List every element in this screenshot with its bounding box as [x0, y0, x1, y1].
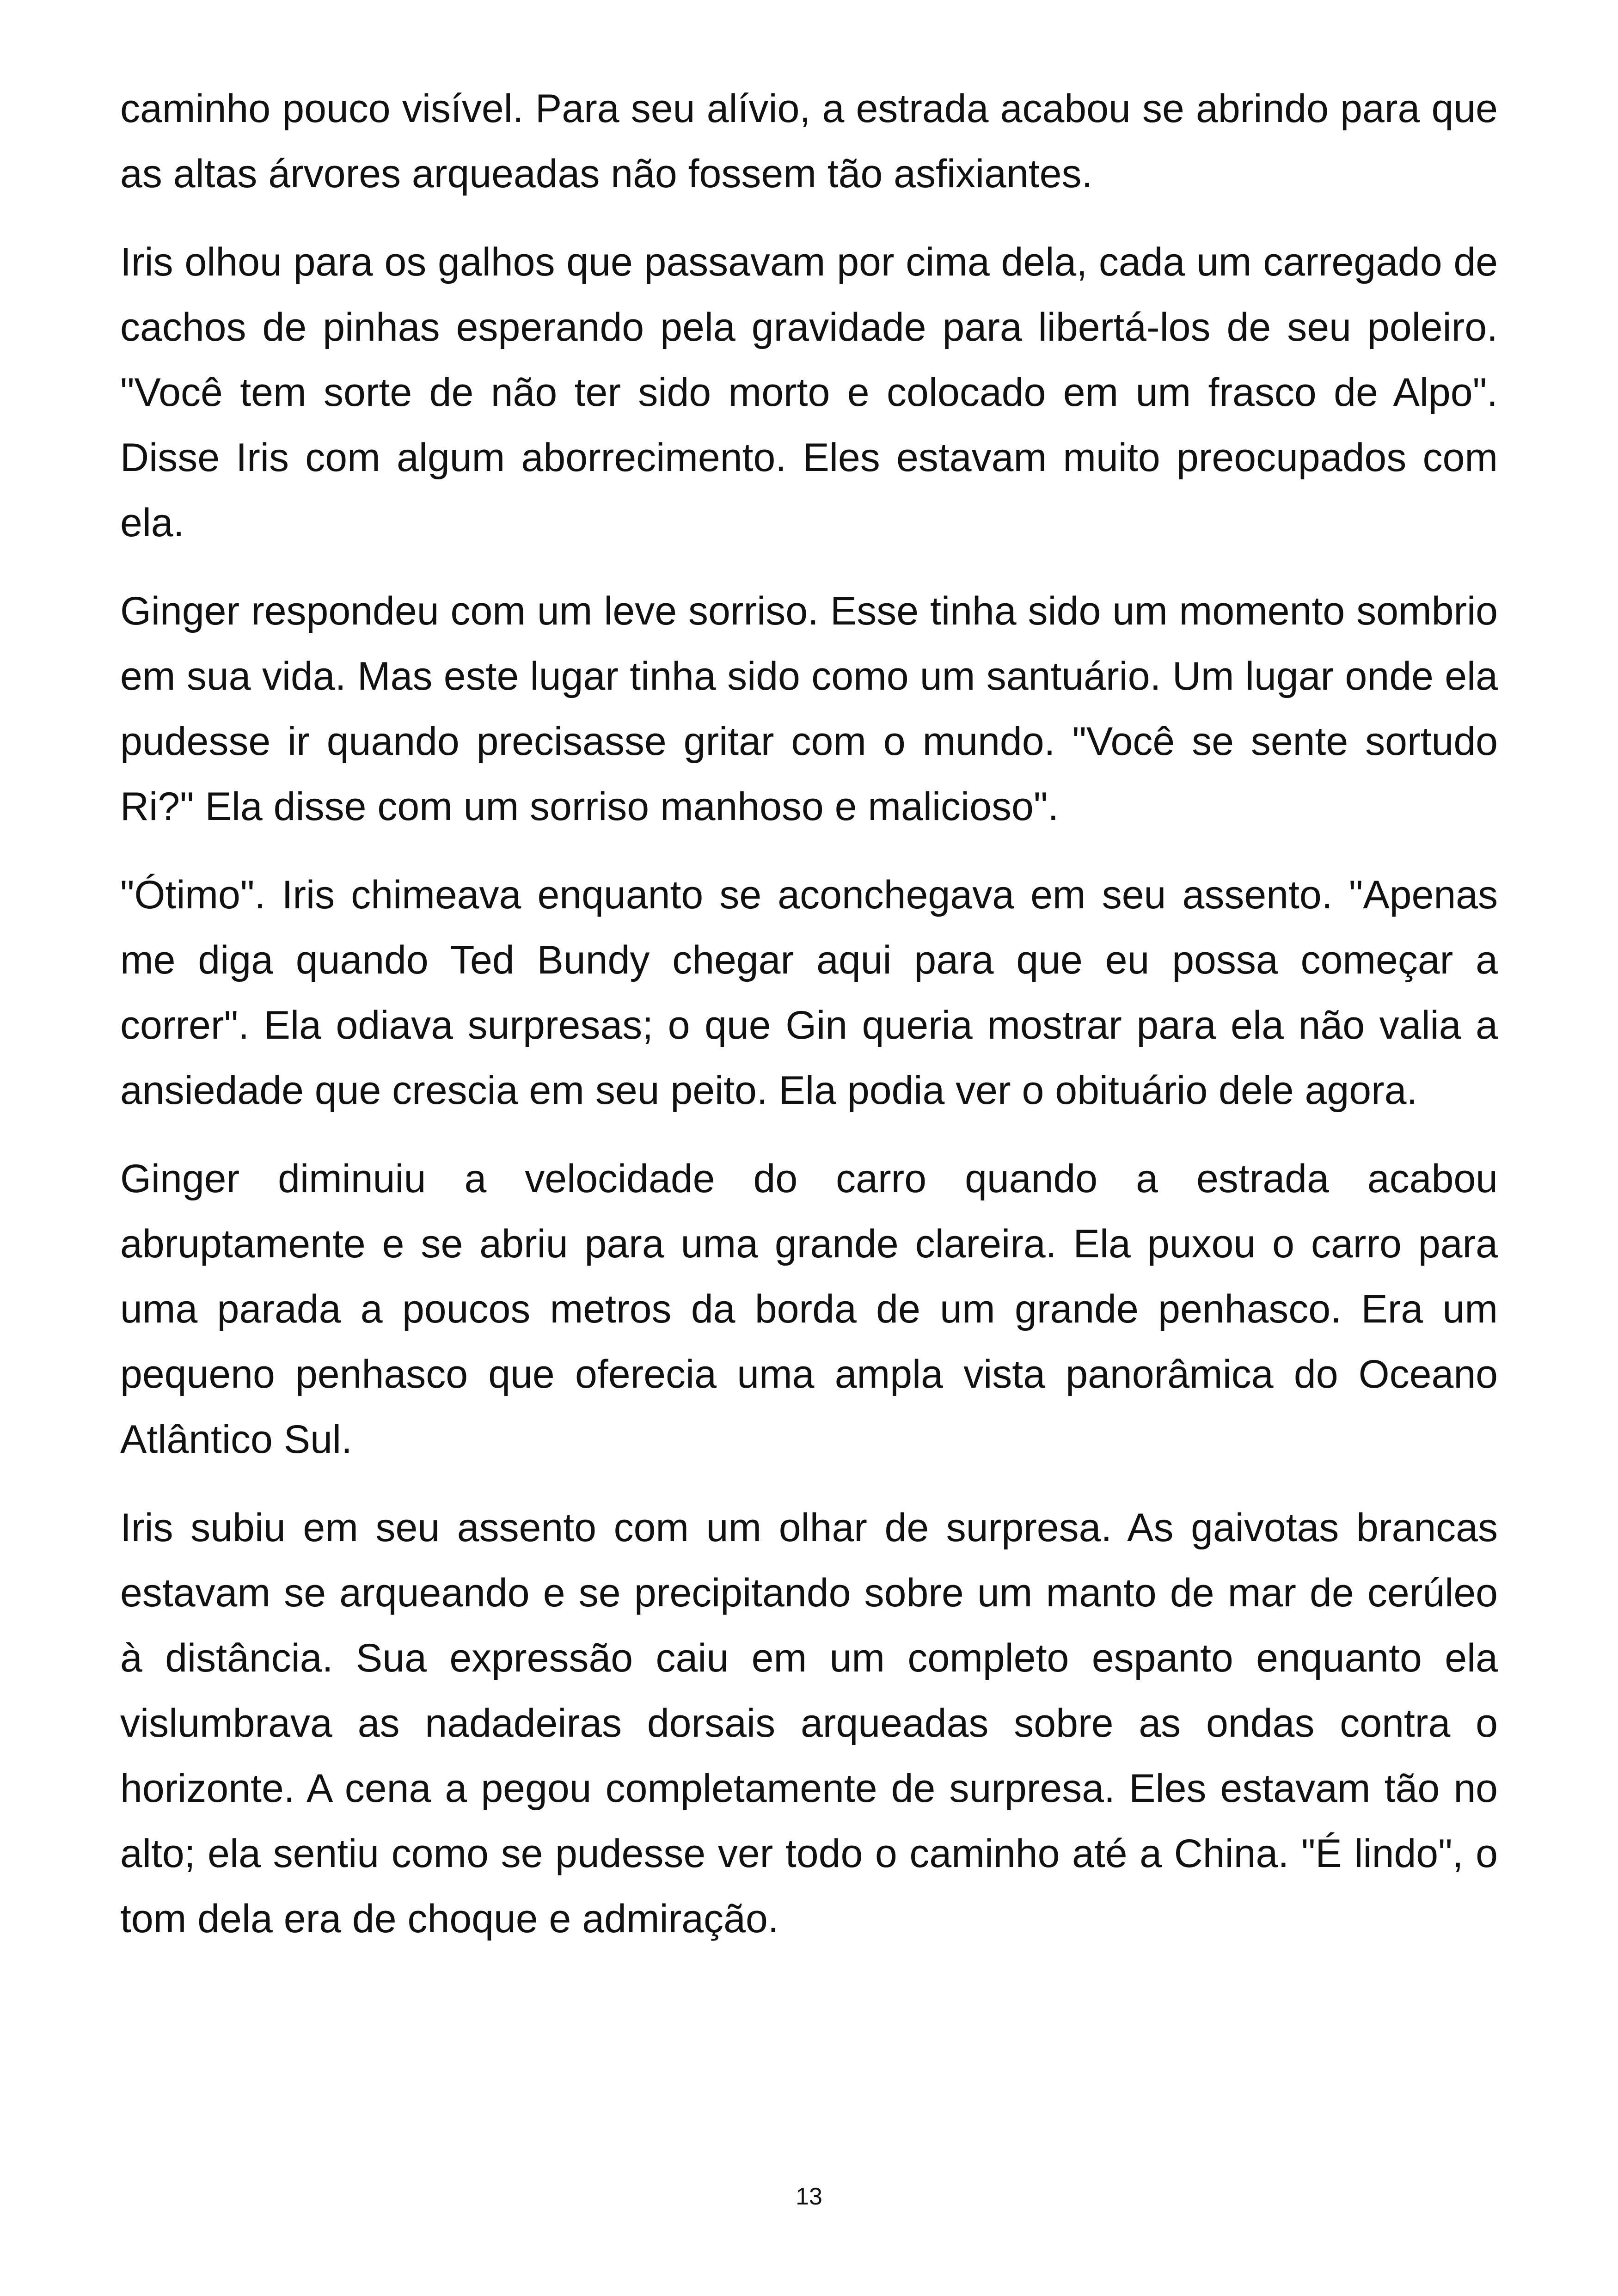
body-text [120, 76, 1498, 1975]
paragraph: Ginger diminuiu a velocidade do carro quando a estrada acabou abruptamente e se abriu para uma grande clareira. Ela puxou o carro para uma parada a poucos metros da borda de um grande penhasco. Era um pequeno penhasco que oferecia uma ampla vista panorâmica do Oceano Atlântico Sul. [120, 1157, 1498, 1462]
paragraph: Iris olhou para os galhos que passavam por cima dela, cada um carregado de cachos de pinhas esperando pela gravidade para libertá-los de seu poleiro. "Você tem sorte de não ter sido morto e colocado em um frasco de Alpo". Disse Iris com algum aborrecimento. Eles estavam muito preocupados com ela. [120, 240, 1498, 545]
page-number: 13 [796, 2183, 822, 2210]
paragraph: "Ótimo". Iris chimeava enquanto se aconchegava em seu assento. "Apenas me diga quando Ted Bundy chegar aqui para que eu possa começar a correr". Ela odiava surpresas; o que Gin queria mostrar para ela não valia a ansiedade que crescia em seu peito. Ela podia ver o obituário dele agora. [120, 873, 1498, 1113]
paragraph: caminho pouco visível. Para seu alívio, a estrada acabou se abrindo para que as altas árvores arqueadas não fossem tão asfixiantes. [120, 86, 1498, 196]
paragraph: Ginger respondeu com um leve sorriso. Esse tinha sido um momento sombrio em sua vida. Mas este lugar tinha sido como um santuário. Um lugar onde ela pudesse ir quando precisasse gritar com o mundo. "Você se sente sortudo Ri?" Ela disse com um sorriso manhoso e malicioso". [120, 589, 1498, 829]
paragraph: Iris subiu em seu assento com um olhar de surpresa. As gaivotas brancas estavam se arqueando e se precipitando sobre um manto de mar de cerúleo à distância. Sua expressão caiu em um completo espanto enquanto ela vislumbrava as nadadeiras dorsais arqueadas sobre as ondas contra o horizonte. A cena a pegou completamente de surpresa. Eles estavam tão no alto; ela sentiu como se pudesse ver todo o caminho até a China. "É lindo", o tom dela era de choque e admiração. [120, 1506, 1498, 1941]
